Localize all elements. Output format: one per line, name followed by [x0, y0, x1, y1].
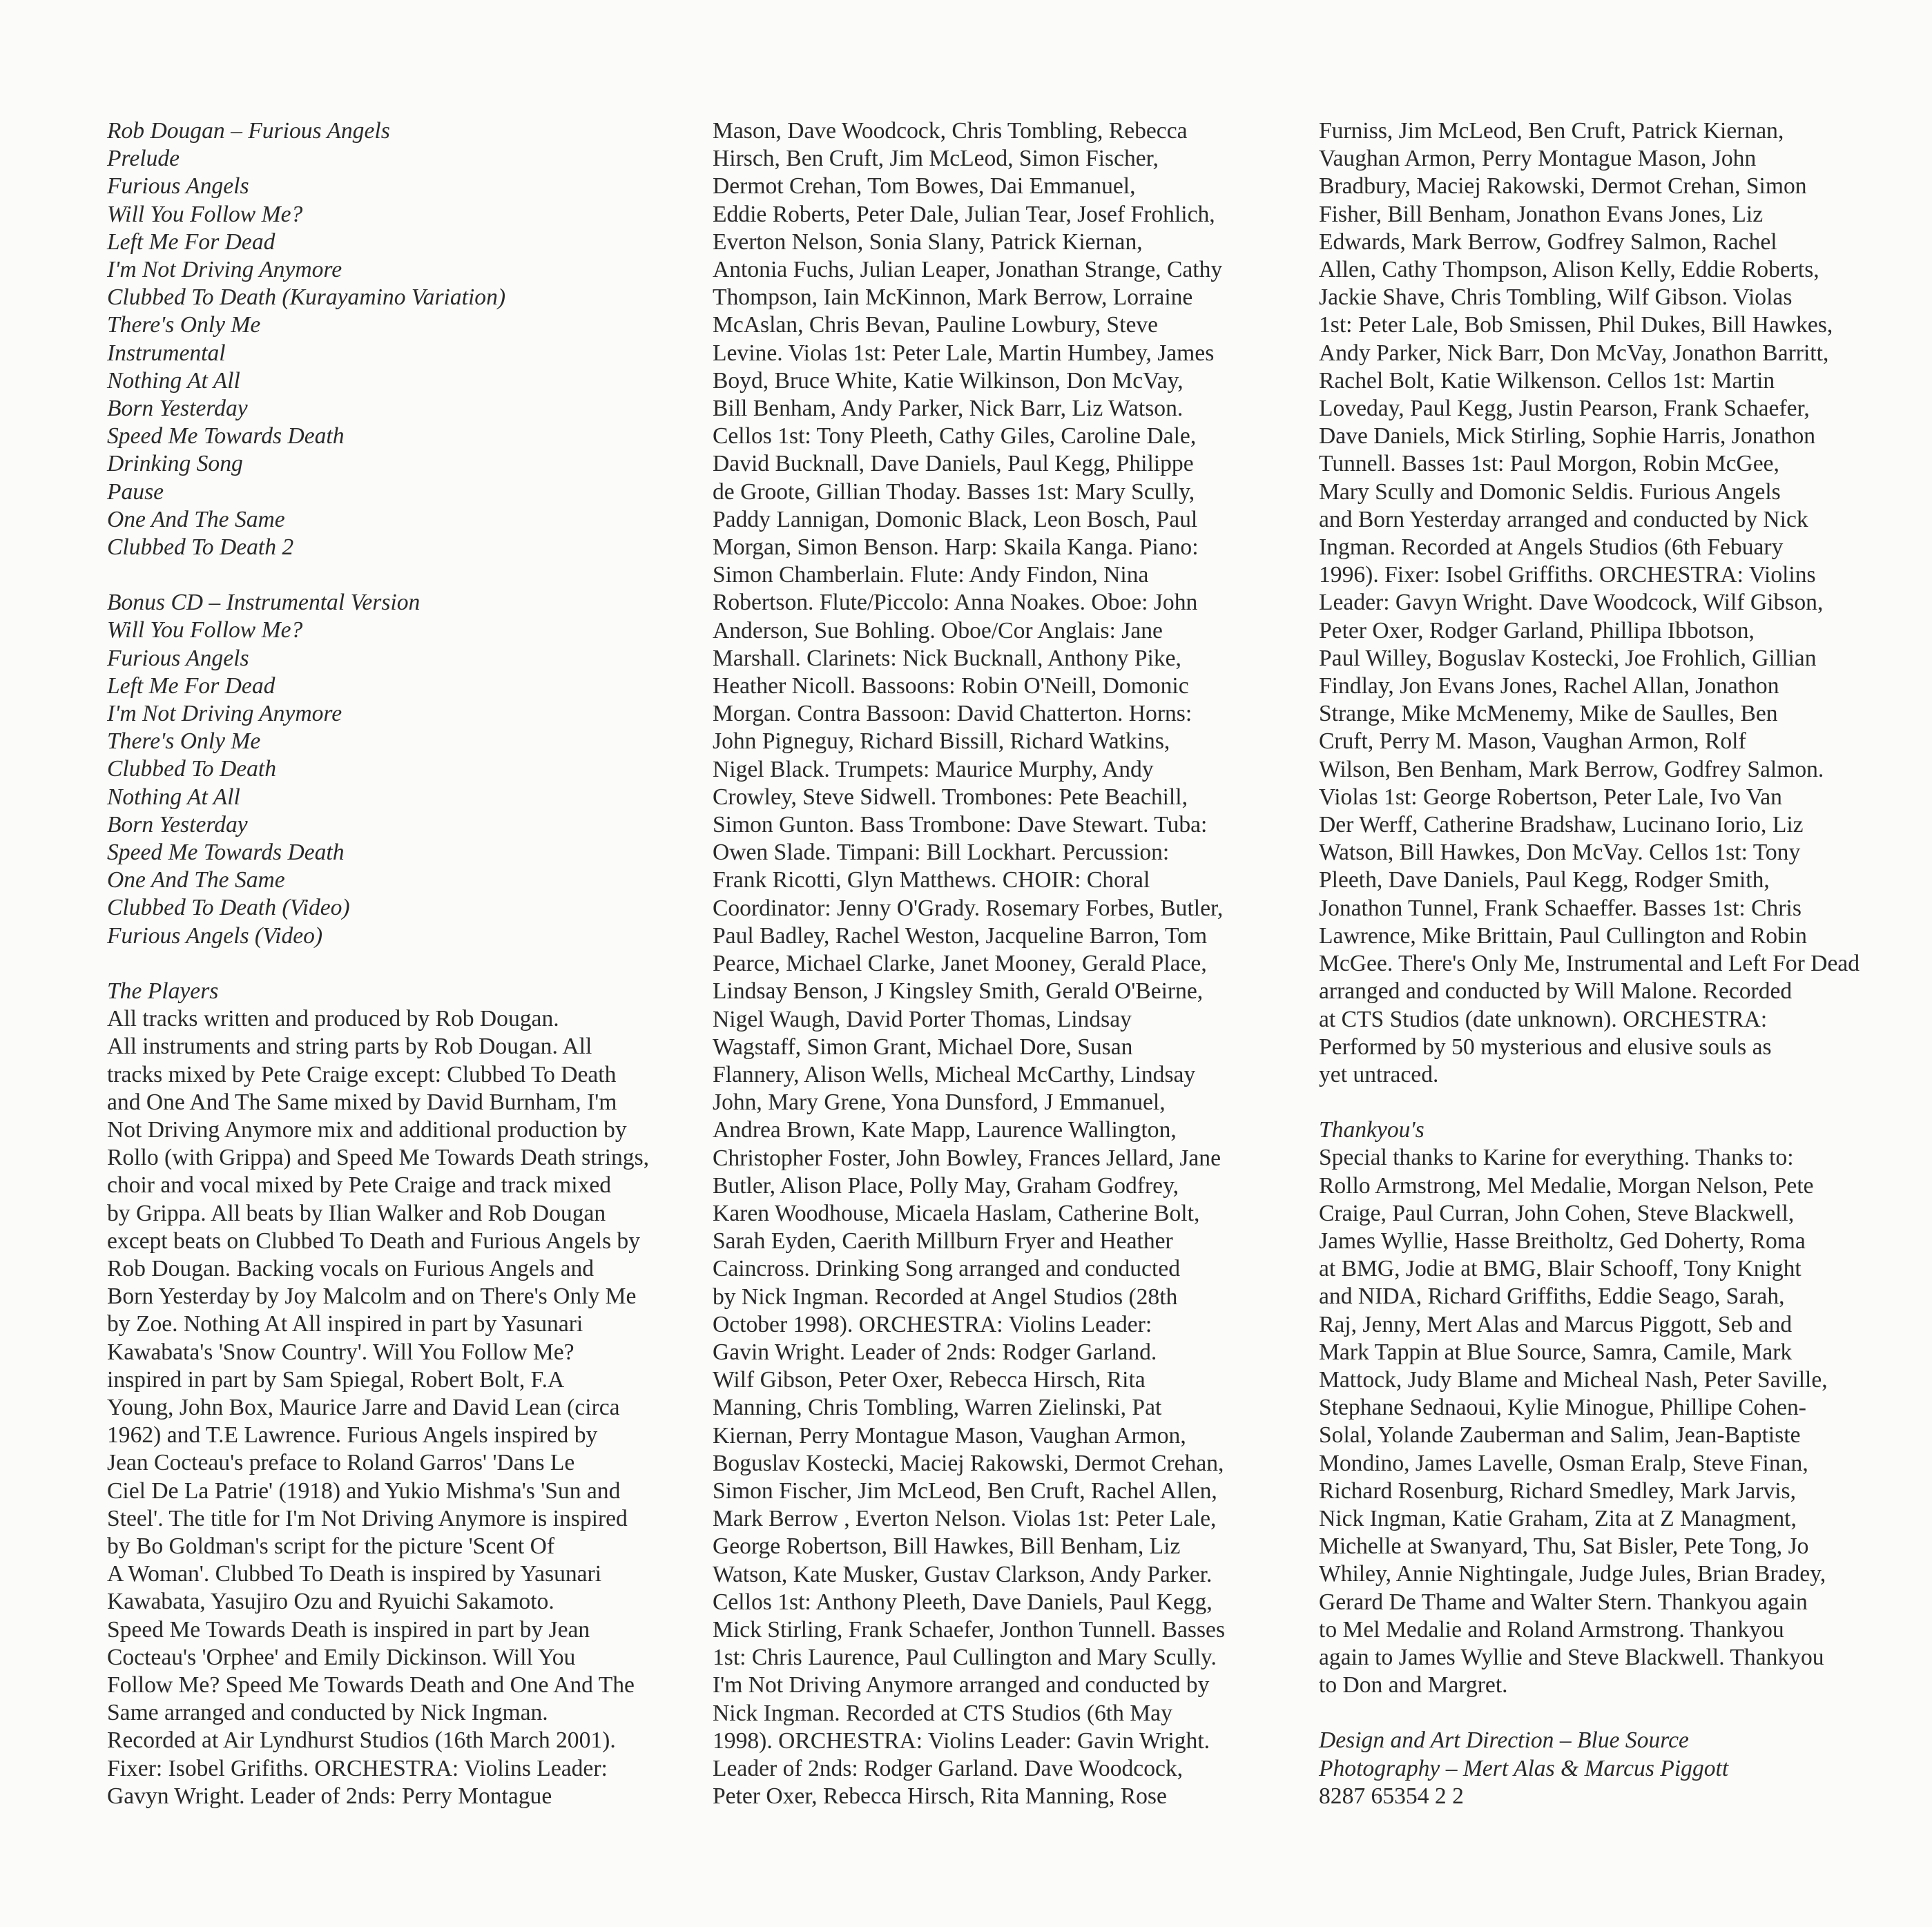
players-line: A Woman'. Clubbed To Death is inspired by Yasunari [107, 1561, 602, 1587]
thanks-line: Mattock, Judy Blame and Micheal Nash, Peter Saville, [1319, 1366, 1828, 1393]
players-line: Hirsch, Ben Cruft, Jim McLeod, Simon Fischer, [713, 146, 1159, 172]
thanks-line: and NIDA, Richard Griffiths, Eddie Seago, Sarah, [1319, 1284, 1785, 1310]
players-line: 1996). Fixer: Isobel Griffiths. ORCHESTRA: Violins [1319, 562, 1816, 588]
players-line: Crowley, Steve Sidwell. Trombones: Pete Beachill, [713, 784, 1188, 810]
players-line: Speed Me Towards Death is inspired in part by Jean [107, 1616, 590, 1643]
track-title: Pause [107, 478, 164, 505]
column-right [1319, 117, 1892, 1810]
thanks-line: Michelle at Swanyard, Thu, Sat Bisler, Pete Tong, Jo [1319, 1533, 1809, 1560]
players-line: Boyd, Bruce White, Katie Wilkinson, Don McVay, [713, 367, 1184, 394]
players-text-part3 [1319, 117, 1892, 1089]
thanks-line: to Don and Margret. [1319, 1672, 1508, 1698]
thanks-line: Whiley, Annie Nightingale, Judge Jules, Brian Bradey, [1319, 1561, 1826, 1587]
players-line: Wilf Gibson, Peter Oxer, Rebecca Hirsch, Rita [713, 1367, 1146, 1393]
players-line: Furniss, Jim McLeod, Ben Cruft, Patrick Kiernan, [1319, 118, 1784, 144]
players-line: Kawabata's 'Snow Country'. Will You Follow Me? [107, 1339, 574, 1365]
track-title: Instrumental [107, 340, 226, 366]
bonus-track-title: Furious Angels (Video) [107, 922, 323, 949]
track-title: Born Yesterday [107, 396, 248, 422]
players-line: Young, John Box, Maurice Jarre and David Lean (circa [107, 1394, 620, 1420]
players-heading: The Players [107, 978, 219, 1004]
players-line: by Zoe. Nothing At All inspired in part by Yasunari [107, 1311, 583, 1337]
players-line: Wilson, Ben Benham, Mark Berrow, Godfrey Salmon. [1319, 756, 1824, 782]
thanks-line: to Mel Medalie and Roland Armstrong. Thankyou [1319, 1616, 1784, 1643]
players-line: Boguslav Kostecki, Maciej Rakowski, Dermot Crehan, [713, 1450, 1224, 1476]
players-line: 1st: Chris Laurence, Paul Cullington and Mary Scully. [713, 1645, 1217, 1671]
track-title: Will You Follow Me? [107, 201, 303, 227]
players-line: Flannery, Alison Wells, Micheal McCarthy, Lindsay [713, 1061, 1196, 1087]
bonus-track-title: Born Yesterday [107, 811, 248, 837]
players-line: Nick Ingman. Recorded at CTS Studios (6th May [713, 1700, 1172, 1726]
players-line: Watson, Kate Musker, Gustav Clarkson, Andy Parker. [713, 1561, 1213, 1587]
players-line: Paul Willey, Boguslav Kostecki, Joe Frohlich, Gillian [1319, 645, 1817, 671]
players-line: Paddy Lannigan, Domonic Black, Leon Bosch, Paul [713, 506, 1198, 532]
thanks-line: Richard Rosenburg, Richard Smedley, Mark Jarvis, [1319, 1478, 1797, 1504]
catalogue-number: 8287 65354 2 2 [1319, 1783, 1464, 1809]
track-title: Clubbed To Death 2 [107, 534, 294, 561]
track-title: Speed Me Towards Death [107, 423, 345, 449]
players-line: Tunnell. Basses 1st: Paul Morgon, Robin McGee, [1319, 451, 1779, 477]
thanks-line: Gerard De Thame and Walter Stern. Thankyou again [1319, 1589, 1808, 1615]
players-line: Mick Stirling, Frank Schaefer, Jonthon Tunnell. Basses [713, 1616, 1226, 1643]
players-line: John, Mary Grene, Yona Dunsford, J Emmanuel, [713, 1090, 1166, 1116]
players-line: Levine. Violas 1st: Peter Lale, Martin Humbey, James [713, 340, 1215, 366]
players-line: Karen Woodhouse, Micaela Haslam, Catherine Bolt, [713, 1200, 1200, 1226]
players-line: Marshall. Clarinets: Nick Bucknall, Anthony Pike, [713, 645, 1181, 671]
players-line: Owen Slade. Timpani: Bill Lockhart. Percussion: [713, 840, 1170, 866]
players-line: Bill Benham, Andy Parker, Nick Barr, Liz Watson. [713, 396, 1184, 422]
players-line: yet untraced. [1319, 1061, 1439, 1087]
bonus-track-title: Clubbed To Death (Video) [107, 895, 350, 921]
players-line: Leader: Gavyn Wright. Dave Woodcock, Wilf Gibson, [1319, 590, 1824, 616]
players-line: Follow Me? Speed Me Towards Death and One And The [107, 1672, 635, 1698]
thanks-text [1319, 1144, 1892, 1699]
players-line: Kiernan, Perry Montague Mason, Vaughan Armon, [713, 1422, 1186, 1449]
players-line: Peter Oxer, Rebecca Hirsch, Rita Manning, Rose [713, 1783, 1167, 1810]
players-line: Butler, Alison Place, Polly May, Graham Godfrey, [713, 1172, 1179, 1199]
players-line: Nigel Black. Trumpets: Maurice Murphy, Andy [713, 756, 1154, 782]
players-line: at CTS Studios (date unknown). ORCHESTRA: [1319, 1006, 1768, 1032]
players-line: Robertson. Flute/Piccolo: Anna Noakes. Oboe: John [713, 590, 1198, 616]
bonus-track-title: I'm Not Driving Anymore [107, 701, 342, 727]
players-line: and Born Yesterday arranged and conducted by Nick [1319, 506, 1808, 532]
players-line: Thompson, Iain McKinnon, Mark Berrow, Lorraine [713, 284, 1193, 311]
track-title: I'm Not Driving Anymore [107, 257, 342, 283]
players-line: arranged and conducted by Will Malone. Recorded [1319, 978, 1793, 1005]
players-line: All instruments and string parts by Rob Dougan. All [107, 1034, 592, 1060]
players-line: Performed by 50 mysterious and elusive souls as [1319, 1034, 1772, 1060]
players-line: I'm Not Driving Anymore arranged and conducted by [713, 1672, 1210, 1698]
bonus-track-title: One And The Same [107, 867, 285, 893]
players-line: Wagstaff, Simon Grant, Michael Dore, Susan [713, 1034, 1133, 1060]
thanks-line: Rollo Armstrong, Mel Medalie, Morgan Nelson, Pete [1319, 1172, 1814, 1199]
players-line: Andrea Brown, Kate Mapp, Laurence Wallington, [713, 1117, 1177, 1143]
track-title: Drinking Song [107, 451, 243, 477]
players-line: John Pigneguy, Richard Bissill, Richard Watkins, [713, 728, 1170, 755]
players-line: McAslan, Chris Bevan, Pauline Lowbury, Steve [713, 312, 1159, 338]
players-line: Morgan, Simon Benson. Harp: Skaila Kanga. Piano: [713, 534, 1199, 561]
players-line: Fisher, Bill Benham, Jonathon Evans Jones, Liz [1319, 201, 1764, 227]
players-line: Recorded at Air Lyndhurst Studios (16th March 2001). [107, 1727, 616, 1754]
players-line: Morgan. Contra Bassoon: David Chatterton. Horns: [713, 701, 1192, 727]
players-line: Cellos 1st: Anthony Pleeth, Dave Daniels, Paul Kegg, [713, 1589, 1213, 1615]
players-line: Ciel De La Patrie' (1918) and Yukio Mishma's 'Sun and [107, 1478, 621, 1504]
column-middle [713, 117, 1286, 1810]
thanks-line: James Wyllie, Hasse Breitholtz, Ged Doherty, Roma [1319, 1228, 1806, 1254]
players-line: Gavin Wright. Leader of 2nds: Rodger Garland. [713, 1339, 1157, 1365]
players-line: inspired in part by Sam Spiegal, Robert Bolt, F.A [107, 1366, 565, 1393]
players-line: Ingman. Recorded at Angels Studios (6th Febuary [1319, 534, 1784, 561]
players-line: Simon Fischer, Jim McLeod, Ben Cruft, Rachel Allen, [713, 1478, 1217, 1504]
track-title: Left Me For Dead [107, 229, 276, 255]
track-title: Clubbed To Death (Kurayamino Variation) [107, 284, 506, 311]
players-line: George Robertson, Bill Hawkes, Bill Benham, Liz [713, 1533, 1181, 1560]
players-line: All tracks written and produced by Rob Dougan. [107, 1006, 559, 1032]
bonus-track-title: Will You Follow Me? [107, 617, 303, 643]
players-line: Pleeth, Dave Daniels, Paul Kegg, Rodger Smith, [1319, 867, 1770, 893]
players-text-part1 [107, 1005, 680, 1810]
players-line: tracks mixed by Pete Craige except: Clubbed To Death [107, 1061, 617, 1087]
bonus-track-title: Clubbed To Death [107, 756, 277, 782]
column-left [107, 117, 680, 1810]
players-line: and One And The Same mixed by David Burnham, I'm [107, 1089, 617, 1115]
thanks-line: Stephane Sednaoui, Kylie Minogue, Phillipe Cohen- [1319, 1395, 1806, 1421]
players-line: Cellos 1st: Tony Pleeth, Cathy Giles, Caroline Dale, [713, 423, 1197, 449]
players-line: Peter Oxer, Rodger Garland, Phillipa Ibbotson, [1319, 617, 1755, 643]
thanks-line: again to James Wyllie and Steve Blackwell. Thankyou [1319, 1644, 1824, 1670]
players-line: Mason, Dave Woodcock, Chris Tombling, Rebecca [713, 118, 1188, 144]
players-line: Paul Badley, Rachel Weston, Jacqueline Barron, Tom [713, 922, 1208, 949]
players-line: Strange, Mike McMenemy, Mike de Saulles, Ben [1319, 701, 1778, 727]
players-line: Steel'. The title for I'm Not Driving Anymore is inspired [107, 1505, 628, 1531]
thanks-line: Nick Ingman, Katie Graham, Zita at Z Managment, [1319, 1505, 1797, 1531]
players-line: Lindsay Benson, J Kingsley Smith, Gerald O'Beirne, [713, 978, 1204, 1005]
players-line: Manning, Chris Tombling, Warren Zielinski, Pat [713, 1395, 1162, 1421]
players-text-part2 [713, 117, 1286, 1810]
players-line: Mark Berrow , Everton Nelson. Violas 1st: Peter Lale, [713, 1506, 1217, 1532]
players-line: Andy Parker, Nick Barr, Don McVay, Jonathon Barritt, [1319, 340, 1829, 366]
design-credit: Design and Art Direction – Blue Source [1319, 1727, 1689, 1754]
players-line: except beats on Clubbed To Death and Furious Angels by [107, 1228, 641, 1254]
players-line: Born Yesterday by Joy Malcolm and on There's Only Me [107, 1284, 637, 1310]
players-line: 1st: Peter Lale, Bob Smissen, Phil Dukes, Bill Hawkes, [1319, 312, 1833, 338]
players-line: by Grippa. All beats by Ilian Walker and Rob Dougan [107, 1200, 606, 1226]
players-line: Kawabata, Yasujiro Ozu and Ryuichi Sakamoto. [107, 1589, 554, 1615]
players-line: Der Werff, Catherine Bradshaw, Lucinano Iorio, Liz [1319, 812, 1804, 838]
players-line: Dave Daniels, Mick Stirling, Sophie Harris, Jonathon [1319, 423, 1816, 449]
players-line: Jonathon Tunnel, Frank Schaeffer. Basses 1st: Chris [1319, 895, 1801, 921]
players-line: Bradbury, Maciej Rakowski, Dermot Crehan, Simon [1319, 173, 1807, 200]
players-line: Pearce, Michael Clarke, Janet Mooney, Gerald Place, [713, 951, 1207, 977]
players-line: Rob Dougan. Backing vocals on Furious Angels and [107, 1255, 595, 1281]
players-line: Vaughan Armon, Perry Montague Mason, John [1319, 146, 1757, 172]
players-line: Rollo (with Grippa) and Speed Me Towards Death strings, [107, 1145, 650, 1171]
players-line: Eddie Roberts, Peter Dale, Julian Tear, Josef Frohlich, [713, 201, 1215, 227]
players-line: Lawrence, Mike Brittain, Paul Cullington and Robin [1319, 922, 1807, 949]
players-line: Simon Chamberlain. Flute: Andy Findon, Nina [713, 562, 1149, 588]
bonus-track-title: Furious Angels [107, 645, 249, 671]
players-line: choir and vocal mixed by Pete Craige and track mixed [107, 1172, 612, 1199]
thanks-line: Mark Tappin at Blue Source, Samra, Camile, Mark [1319, 1339, 1793, 1365]
bonus-track-title: There's Only Me [107, 728, 261, 755]
players-line: Dermot Crehan, Tom Bowes, Dai Emmanuel, [713, 173, 1136, 200]
bonus-heading: Bonus CD – Instrumental Version [107, 590, 421, 616]
thanks-line: Raj, Jenny, Mert Alas and Marcus Piggott, Seb and [1319, 1311, 1793, 1337]
track-title: There's Only Me [107, 312, 261, 338]
players-line: Frank Ricotti, Glyn Matthews. CHOIR: Choral [713, 867, 1150, 893]
players-line: Loveday, Paul Kegg, Justin Pearson, Frank Schaefer, [1319, 396, 1810, 422]
thanks-line: Special thanks to Karine for everything. Thanks to: [1319, 1145, 1794, 1171]
players-line: Everton Nelson, Sonia Slany, Patrick Kiernan, [713, 229, 1143, 255]
players-line: McGee. There's Only Me, Instrumental and Left For Dead [1319, 951, 1860, 977]
tracklist [107, 145, 680, 561]
photography-credit: Photography – Mert Alas & Marcus Piggott [1319, 1755, 1729, 1781]
tracklist-heading: Rob Dougan – Furious Angels [107, 118, 390, 144]
players-line: October 1998). ORCHESTRA: Violins Leader: [713, 1311, 1152, 1337]
bonus-tracklist [107, 617, 680, 949]
players-line: Violas 1st: George Robertson, Peter Lale, Ivo Van [1319, 784, 1782, 810]
players-line: 1962) and T.E Lawrence. Furious Angels inspired by [107, 1422, 598, 1449]
players-line: Anderson, Sue Bohling. Oboe/Cor Anglais: Jane [713, 617, 1163, 643]
thanks-line: Craige, Paul Curran, John Cohen, Steve Blackwell, [1319, 1200, 1795, 1226]
thanks-line: Solal, Yolande Zauberman and Salim, Jean-Baptiste [1319, 1422, 1801, 1449]
players-line: Mary Scully and Domonic Seldis. Furious Angels [1319, 478, 1781, 505]
players-line: Heather Nicoll. Bassoons: Robin O'Neill, Domonic [713, 673, 1189, 699]
track-title: Furious Angels [107, 173, 249, 200]
players-line: Same arranged and conducted by Nick Ingman. [107, 1700, 548, 1726]
players-line: Antonia Fuchs, Julian Leaper, Jonathan Strange, Cathy [713, 257, 1223, 283]
players-line: Allen, Cathy Thompson, Alison Kelly, Eddie Roberts, [1319, 257, 1819, 283]
track-title: Nothing At All [107, 367, 240, 394]
players-line: by Bo Goldman's script for the picture 'Scent Of [107, 1533, 555, 1559]
track-title: Prelude [107, 146, 180, 172]
players-line: Edwards, Mark Berrow, Godfrey Salmon, Rachel [1319, 229, 1777, 255]
players-line: Watson, Bill Hawkes, Don McVay. Cellos 1st: Tony [1319, 840, 1801, 866]
thanks-heading: Thankyou's [1319, 1117, 1424, 1143]
thanks-line: Mondino, James Lavelle, Osman Eralp, Steve Finan, [1319, 1450, 1808, 1476]
players-line: Rachel Bolt, Katie Wilkenson. Cellos 1st: Martin [1319, 367, 1775, 394]
bonus-track-title: Speed Me Towards Death [107, 840, 345, 866]
bonus-track-title: Left Me For Dead [107, 672, 276, 699]
players-line: Coordinator: Jenny O'Grady. Rosemary Forbes, Butler, [713, 895, 1224, 921]
players-line: Findlay, Jon Evans Jones, Rachel Allan, Jonathon [1319, 673, 1779, 699]
players-line: de Groote, Gillian Thoday. Basses 1st: Mary Scully, [713, 478, 1195, 505]
players-line: Cruft, Perry M. Mason, Vaughan Armon, Rolf [1319, 728, 1746, 755]
players-line: Gavyn Wright. Leader of 2nds: Perry Montague [107, 1783, 552, 1809]
players-line: Christopher Foster, John Bowley, Frances Jellard, Jane [713, 1145, 1221, 1171]
thanks-line: at BMG, Jodie at BMG, Blair Schooff, Tony Knight [1319, 1256, 1801, 1282]
track-title: One And The Same [107, 506, 285, 532]
bonus-track-title: Nothing At All [107, 784, 240, 810]
players-line: Not Driving Anymore mix and additional production by [107, 1116, 627, 1143]
players-line: Leader of 2nds: Rodger Garland. Dave Woodcock, [713, 1755, 1184, 1781]
players-line: Cocteau's 'Orphee' and Emily Dickinson. Will You [107, 1644, 576, 1670]
players-line: Fixer: Isobel Grifiths. ORCHESTRA: Violins Leader: [107, 1755, 608, 1781]
players-line: Jean Cocteau's preface to Roland Garros' 'Dans Le [107, 1450, 575, 1476]
players-line: David Bucknall, Dave Daniels, Paul Kegg, Philippe [713, 451, 1194, 477]
players-line: Simon Gunton. Bass Trombone: Dave Stewart. Tuba: [713, 812, 1208, 838]
players-line: 1998). ORCHESTRA: Violins Leader: Gavin Wright. [713, 1727, 1210, 1754]
players-line: by Nick Ingman. Recorded at Angel Studios (28th [713, 1284, 1178, 1310]
players-line: Jackie Shave, Chris Tombling, Wilf Gibson. Violas [1319, 284, 1793, 311]
players-line: Caincross. Drinking Song arranged and conducted [713, 1256, 1180, 1282]
players-line: Nigel Waugh, David Porter Thomas, Lindsay [713, 1006, 1132, 1032]
players-line: Sarah Eyden, Caerith Millburn Fryer and Heather [713, 1228, 1173, 1255]
